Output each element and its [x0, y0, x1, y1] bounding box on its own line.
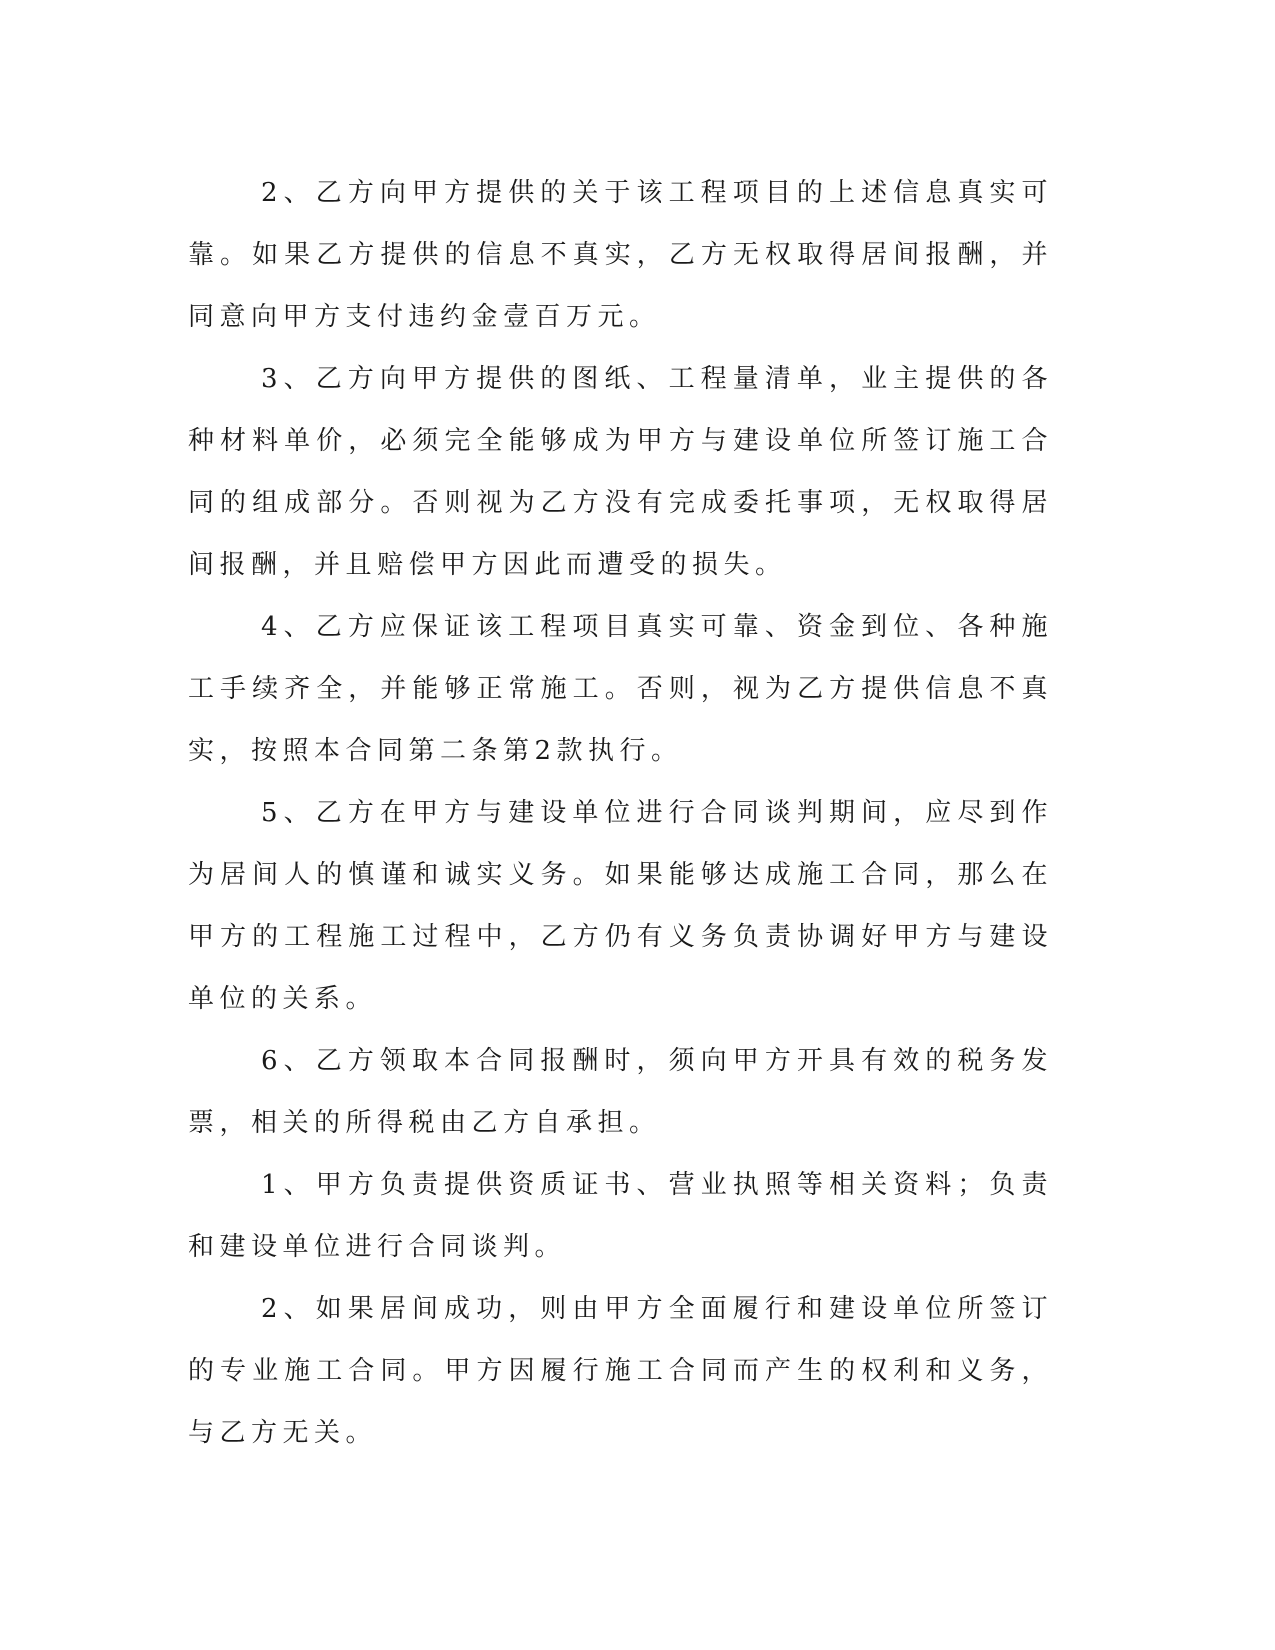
clause-paragraph-6-yi: 6、乙方领取本合同报酬时，须向甲方开具有效的税务发票，相关的所得税由乙方自承担。 [188, 1046, 1053, 1138]
clause-paragraph-3-yi: 3、乙方向甲方提供的图纸、工程量清单，业主提供的各种材料单价，必须完全能够成为甲方与建设单位所签订施工合同的组成部分。否则视为乙方没有完成委托事项，无权取得居间报酬，并且赔偿甲方因此而遭受的损失。 [188, 364, 1053, 580]
document-body [188, 162, 1053, 1464]
clause-paragraph-2-jia: 2、如果居间成功，则由甲方全面履行和建设单位所签订的专业施工合同。甲方因履行施工合同而产生的权利和义务，与乙方无关。 [188, 1294, 1053, 1448]
clause-paragraph-4-yi: 4、乙方应保证该工程项目真实可靠、资金到位、各种施工手续齐全，并能够正常施工。否则，视为乙方提供信息不真实，按照本合同第二条第2款执行。 [188, 612, 1053, 766]
clause-paragraph-2-yi: 2、乙方向甲方提供的关于该工程项目的上述信息真实可靠。如果乙方提供的信息不真实，乙方无权取得居间报酬，并同意向甲方支付违约金壹百万元。 [188, 178, 1053, 332]
clause-paragraph-5-yi: 5、乙方在甲方与建设单位进行合同谈判期间，应尽到作为居间人的慎谨和诚实义务。如果能够达成施工合同，那么在甲方的工程施工过程中，乙方仍有义务负责协调好甲方与建设单位的关系。 [188, 798, 1053, 1014]
clause-paragraph-1-jia: 1、甲方负责提供资质证书、营业执照等相关资料；负责和建设单位进行合同谈判。 [188, 1170, 1053, 1262]
